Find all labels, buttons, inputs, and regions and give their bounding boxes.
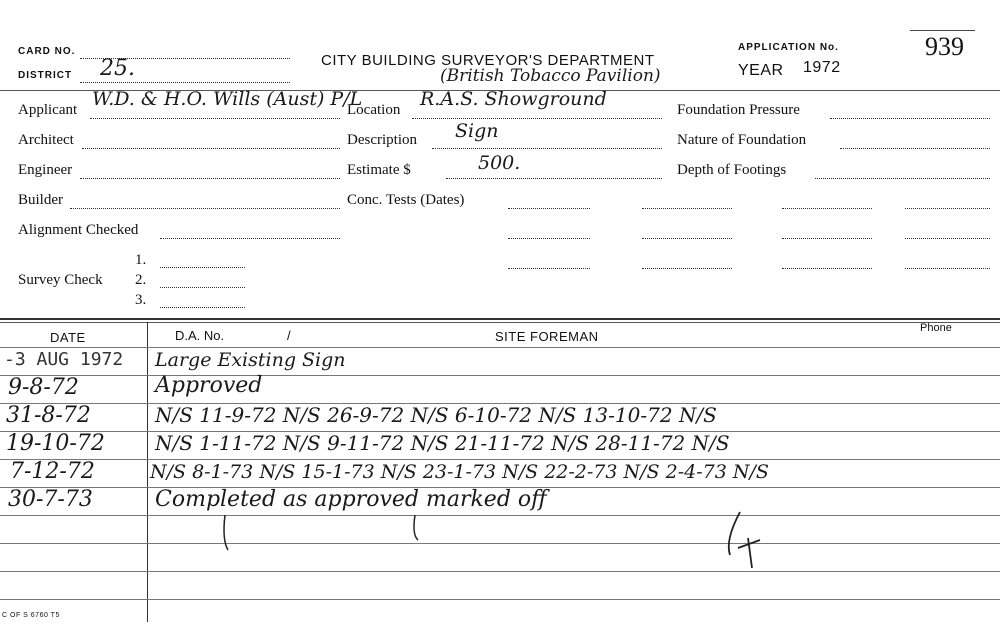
depth-of-footings-label: Depth of Footings (677, 162, 787, 178)
log-row-entry: N/S 8-1-73 N/S 15-1-73 N/S 23-1-73 N/S 22-2-73 N/S 2-4-73 N/S (150, 461, 769, 483)
survey-check-line-3 (160, 307, 245, 308)
conc-test-line-d2 (905, 238, 990, 239)
application-overline (910, 30, 975, 31)
log-row-entry: Completed as approved marked off (155, 487, 547, 512)
conc-test-line-b3 (642, 268, 732, 269)
estimate-line (446, 178, 662, 179)
handwriting-strokes-icon (200, 510, 800, 580)
log-row-date: 31-8-72 (6, 403, 91, 428)
conc-test-line-d3 (905, 268, 990, 269)
conc-test-line-c1 (782, 208, 872, 209)
department-note: (British Tobacco Pavilion) (440, 66, 661, 86)
log-date-column-divider (147, 322, 148, 622)
engineer-line (80, 178, 340, 179)
architect-line (82, 148, 340, 149)
log-row-date: 30-7-73 (8, 487, 93, 512)
log-row-entry: Large Existing Sign (155, 349, 346, 371)
alignment-checked-line (160, 238, 340, 239)
log-header-date: DATE (50, 330, 86, 345)
conc-test-line-b2 (642, 238, 732, 239)
location-value: R.A.S. Showground (420, 88, 607, 110)
description-line (432, 148, 662, 149)
builder-label: Builder (18, 192, 63, 208)
log-row-date: 7-12-72 (10, 459, 95, 484)
year-label: YEAR (738, 62, 784, 79)
description-value: Sign (455, 120, 499, 142)
foundation-pressure-label: Foundation Pressure (677, 102, 800, 118)
log-row-entry: N/S 1-11-72 N/S 9-11-72 N/S 21-11-72 N/S 28-11-72 N/S (155, 431, 730, 455)
department-title: CITY BUILDING SURVEYOR'S DEPARTMENT (321, 52, 655, 69)
conc-test-line-a3 (508, 268, 590, 269)
survey-check-line-2 (160, 287, 245, 288)
nature-of-foundation-label: Nature of Foundation (677, 132, 807, 148)
applicant-line (90, 118, 340, 119)
application-no-label: APPLICATION No. (738, 42, 839, 53)
conc-test-line-b1 (642, 208, 732, 209)
log-rule-0 (0, 347, 1000, 348)
depth-of-footings-line (815, 178, 990, 179)
log-top-rule (0, 318, 1000, 320)
survey-check-3: 3. (135, 292, 147, 308)
estimate-label: Estimate $ (347, 162, 411, 178)
alignment-checked-label: Alignment Checked (18, 222, 139, 238)
conc-tests-label: Conc. Tests (Dates) (347, 192, 465, 208)
nature-of-foundation-line (840, 148, 990, 149)
log-row-date: -3 AUG 1972 (4, 349, 124, 370)
conc-test-line-a1 (508, 208, 590, 209)
application-no-value: 939 (925, 32, 964, 61)
conc-test-line-c3 (782, 268, 872, 269)
description-label: Description (347, 132, 417, 148)
location-line (412, 118, 662, 119)
foundation-pressure-line (830, 118, 990, 119)
estimate-value: 500. (478, 152, 521, 174)
log-row-date: 9-8-72 (8, 375, 79, 400)
survey-check-label: Survey Check (18, 272, 103, 288)
location-label: Location (347, 102, 401, 118)
log-header-da-no: D.A. No. (175, 328, 225, 343)
applicant-label: Applicant (18, 102, 78, 118)
form-code: C OF S 6760 T5 (2, 612, 60, 619)
district-line (80, 82, 290, 83)
engineer-label: Engineer (18, 162, 73, 178)
year-value: 1972 (803, 59, 841, 76)
district-value: 25. (100, 56, 135, 81)
survey-check-2: 2. (135, 272, 147, 288)
district-label: DISTRICT (18, 70, 73, 81)
log-rule-4 (0, 459, 1000, 460)
card-no-label: CARD NO. (18, 46, 76, 57)
conc-test-line-c2 (782, 238, 872, 239)
log-rule-9 (0, 599, 1000, 600)
applicant-value: W.D. & H.O. Wills (Aust) P/L (92, 88, 363, 110)
log-row-entry: N/S 11-9-72 N/S 26-9-72 N/S 6-10-72 N/S 13-10-72 N/S (155, 403, 717, 427)
survey-check-line-1 (160, 267, 245, 268)
log-row-date: 19-10-72 (6, 431, 105, 456)
conc-test-line-a2 (508, 238, 590, 239)
log-rule-1 (0, 375, 1000, 376)
log-top-rule-inner (0, 322, 1000, 323)
architect-label: Architect (18, 132, 74, 148)
log-header-slash: / (287, 328, 291, 343)
log-header-site-foreman: SITE FOREMAN (495, 329, 599, 344)
log-header-phone: Phone (920, 322, 952, 334)
conc-test-line-d1 (905, 208, 990, 209)
log-row-entry: Approved (155, 373, 263, 398)
survey-check-1: 1. (135, 252, 147, 268)
builder-line (70, 208, 340, 209)
